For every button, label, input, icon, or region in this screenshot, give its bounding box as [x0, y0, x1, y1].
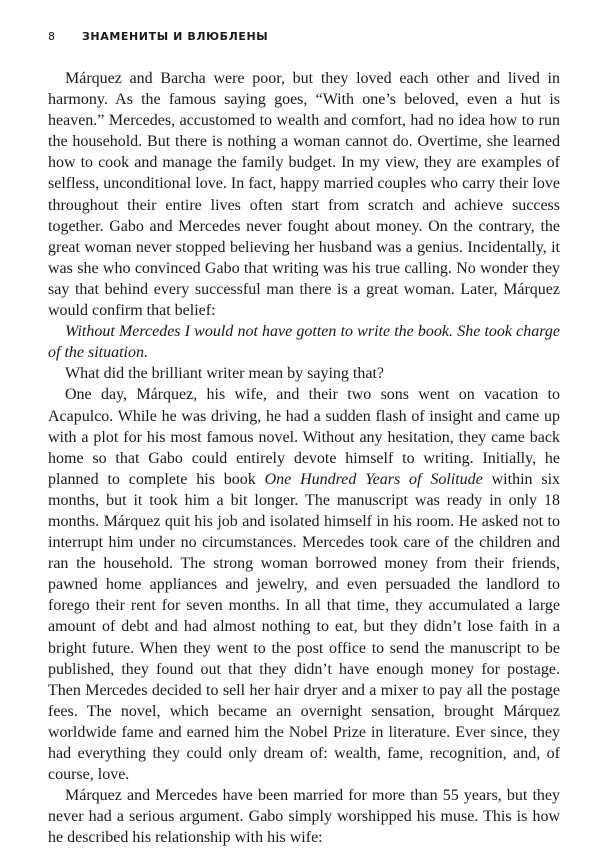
paragraph-marriage: Márquez and Mercedes have been married for more than 55 years, but they never had a serious argument. Gabo simply worshipped his muse. This is how he described his relationship with his wife: [48, 787, 560, 847]
quote-marquez: Without Mercedes I would not have gotten to write the book. She took charge of the situation. [48, 323, 560, 362]
paragraph-acapulco [48, 384, 560, 785]
paragraph-acapulco-rest: within six months, but it took him a bit longer. The manuscript was ready in only 18 months. Márquez quit his job and isolated himself in his room. He asked not to interrupt him under no circumstances. Mercedes took care of the children and ran the household. The strong woman borrowed money from their friends, pawned home appliances and jewelry, and even persuaded the landlord to forego their rent for seven months. In all that time, they accumulated a large amount of debt and had almost nothing to eat, but they didn’t lose faith in a bright future. When they went to the post office to send the manuscript to be published, they found out that they didn’t have enough money for postage. Then Mercedes decided to sell her hair dryer and a mixer to pay all the postage fees. The novel, which became an overnight sensation, brought Márquez worldwide fame and earned him the Nobel Prize in literature. Ever since, they had everything they could only dream of: wealth, fame, recognition, and, of course, love. [48, 470, 561, 784]
paragraph-acapulco-start: One day, Márquez, his wife, and their two sons went on vacation to Acapulco. While he was driving, he had a sudden flash of insight and came up with a plot for his most famous novel. Without any hesitation, they came back home so that Gabo could entirely devote himself to writing. Initially, he planned to complete his book [48, 386, 560, 488]
paragraph-poverty-harmony: Márquez and Barcha were poor, but they loved each other and lived in harmony. As the famous saying goes, “With one’s beloved, even a hut is heaven.” Mercedes, accustomed to wealth and comfort, had no idea how to run the household. But there is nothing a woman cannot do. Overtime, she learned how to cook and manage the family budget. In my view, they are examples of selfless, unconditional love. In fact, happy married couples who carry their love throughout their entire lives often start from scratch and achieve success together. Gabo and Mercedes never fought about money. On the contrary, the great woman never stopped believing her husband was a genius. Incidentally, it was she who convinced Gabo that writing was his true calling. No wonder they say that behind every successful man there is a great woman. Later, Márquez would confirm that belief: [48, 70, 560, 320]
paragraph-question: What did the brilliant writer mean by saying that? [65, 365, 385, 383]
page-number: 8 [48, 30, 56, 43]
running-title: ЗНАМЕНИТЫ И ВЛЮБЛЕНЫ [82, 30, 269, 43]
book-title: One Hundred Years of Solitude [264, 470, 483, 488]
body-text [48, 68, 560, 848]
running-head [48, 30, 560, 50]
